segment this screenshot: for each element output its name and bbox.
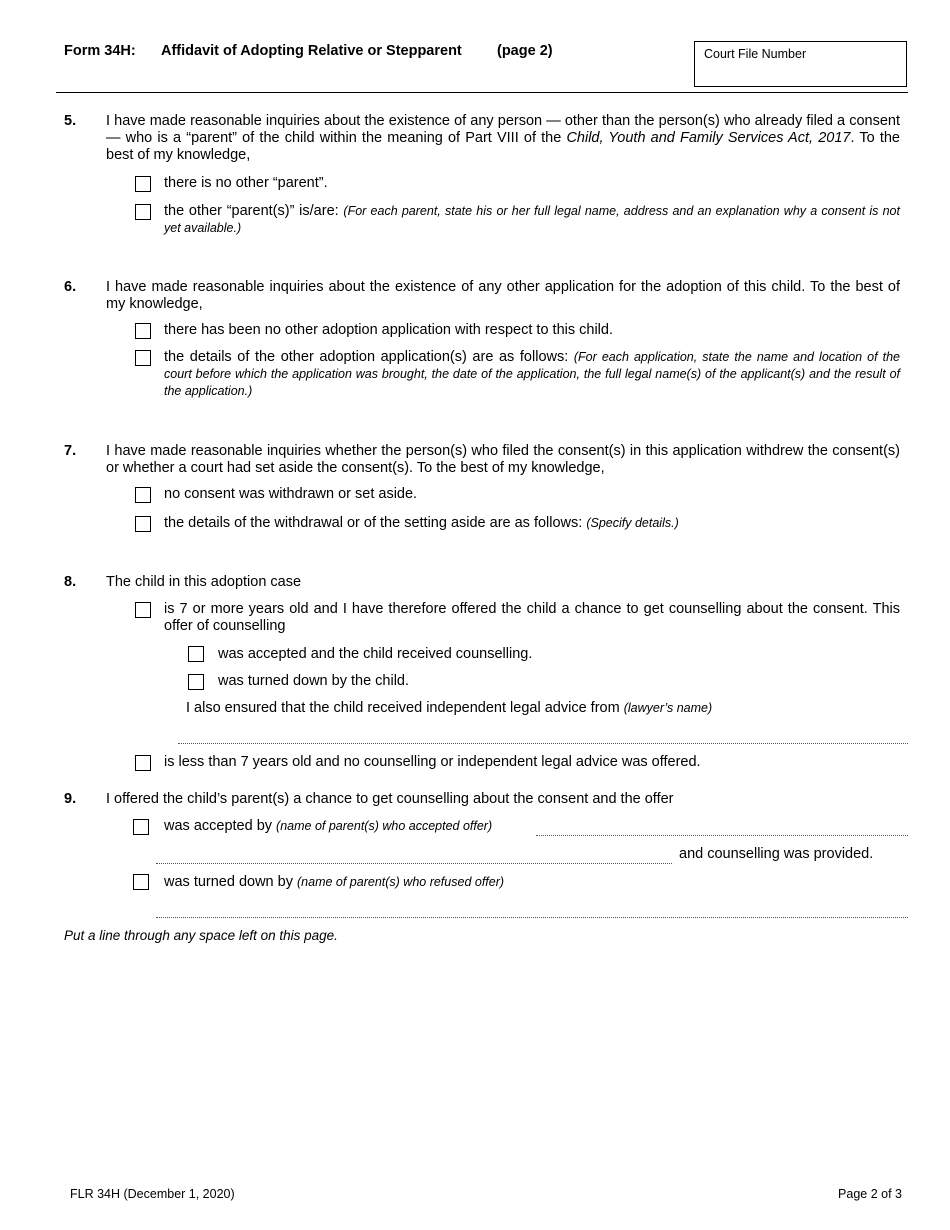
section-5-text-a: I have made reasonable inquiries about the existence of any person — other than the person(s) who already filed a consent — who is a “parent” of the child within the meaning of Part VIII of the [106, 113, 900, 146]
section-7-number: 7. [64, 443, 77, 459]
s9-option-1-label [164, 818, 492, 835]
s5-option-2-label [164, 203, 900, 237]
section-8-number: 8. [64, 574, 77, 590]
footer-form-code: FLR 34H (December 1, 2020) [70, 1187, 235, 1201]
s8-option-1-label: is 7 or more years old and I have therefore offered the child a chance to get counselling about the consent. This offer of counselling [164, 601, 900, 634]
section-5-text [106, 113, 900, 164]
s6-option-1-label: there has been no other adoption application with respect to this child. [164, 322, 613, 338]
s8-seven-or-older-checkbox[interactable] [135, 602, 151, 618]
s5-option-2-text: the other “parent(s)” is/are: [164, 203, 339, 219]
section-6-text: I have made reasonable inquiries about the existence of any other application for the adoption of this child. To the best of my knowledge, [106, 279, 900, 312]
s8-counselling-accepted-checkbox[interactable] [188, 646, 204, 662]
s7-withdrawal-details-checkbox[interactable] [135, 516, 151, 532]
s8-legal-advice-text: I also ensured that the child received independent legal advice from [186, 700, 620, 716]
lawyer-name-line[interactable] [178, 743, 908, 744]
section-7-text: I have made reasonable inquiries whether the person(s) who filed the consent(s) in this application withdrew the consent(s) or whether a court had set aside the consent(s). To the best of my knowledge, [106, 443, 900, 476]
s8-legal-advice-note: (lawyer’s name) [623, 701, 713, 715]
form-title: Affidavit of Adopting Relative or Stepparent [161, 43, 462, 59]
s5-option-2-note: (For each parent, state his or her full legal name, address and an explanation why a consent is not yet available.) [164, 204, 900, 235]
form-number: Form 34H: [64, 43, 136, 59]
s5-option-1-label: there is no other “parent”. [164, 175, 328, 191]
s8-sub-option-2-label: was turned down by the child. [218, 673, 410, 689]
s8-option-2-label: is less than 7 years old and no counselling or independent legal advice was offered. [164, 754, 701, 770]
s6-option-2-text: the details of the other adoption application(s) are as follows: [164, 349, 569, 365]
s9-option-1-text: was accepted by [164, 818, 273, 834]
s6-option-2-label [164, 349, 900, 400]
section-9-number: 9. [64, 791, 77, 807]
s8-under-seven-checkbox[interactable] [135, 755, 151, 771]
s8-sub-option-1-label: was accepted and the child received counselling. [218, 646, 533, 662]
s8-legal-advice-label [186, 700, 712, 717]
s9-option-1-note: (name of parent(s) who accepted offer) [276, 819, 493, 833]
act-name: Child, Youth and Family Services Act, 2017 [566, 130, 851, 146]
s9-offer-accepted-checkbox[interactable] [133, 819, 149, 835]
s5-other-parent-checkbox[interactable] [135, 204, 151, 220]
section-6-number: 6. [64, 279, 77, 295]
s7-option-1-label: no consent was withdrawn or set aside. [164, 486, 418, 502]
s7-option-2-text: the details of the withdrawal or of the setting aside are as follows: [164, 515, 583, 531]
s7-option-2-note: (Specify details.) [586, 516, 679, 530]
s9-option-1-tail: and counselling was provided. [679, 846, 874, 862]
s6-no-other-application-checkbox[interactable] [135, 323, 151, 339]
s9-offer-refused-checkbox[interactable] [133, 874, 149, 890]
s9-option-2-text: was turned down by [164, 874, 293, 890]
accepted-by-line-1[interactable] [536, 835, 908, 836]
section-9-text: I offered the child’s parent(s) a chance to get counselling about the consent and the offer [106, 791, 674, 807]
s8-counselling-refused-checkbox[interactable] [188, 674, 204, 690]
footer-page-number: Page 2 of 3 [838, 1187, 902, 1201]
s6-option-2-note: (For each application, state the name and location of the court before which the application was brought, the date of the application, the full legal name(s) of the applicant(s) and the result of the application.) [164, 350, 901, 398]
court-file-number-label: Court File Number [704, 47, 807, 61]
accepted-by-line-2[interactable] [156, 863, 672, 864]
section-8-text: The child in this adoption case [106, 574, 302, 590]
s9-option-2-label [164, 874, 504, 891]
page-label: (page 2) [497, 43, 553, 59]
section-5-text-b: . To the best of my knowledge, [106, 130, 900, 163]
blank-space-instruction: Put a line through any space left on this page. [64, 928, 338, 943]
s7-no-withdrawal-checkbox[interactable] [135, 487, 151, 503]
header-divider [56, 92, 908, 93]
s7-option-2-label [164, 515, 900, 532]
refused-by-line[interactable] [156, 917, 908, 918]
s6-other-application-checkbox[interactable] [135, 350, 151, 366]
court-file-number-field[interactable] [694, 41, 907, 87]
s9-option-2-note: (name of parent(s) who refused offer) [297, 875, 505, 889]
section-5-number: 5. [64, 113, 77, 129]
s5-no-other-parent-checkbox[interactable] [135, 176, 151, 192]
